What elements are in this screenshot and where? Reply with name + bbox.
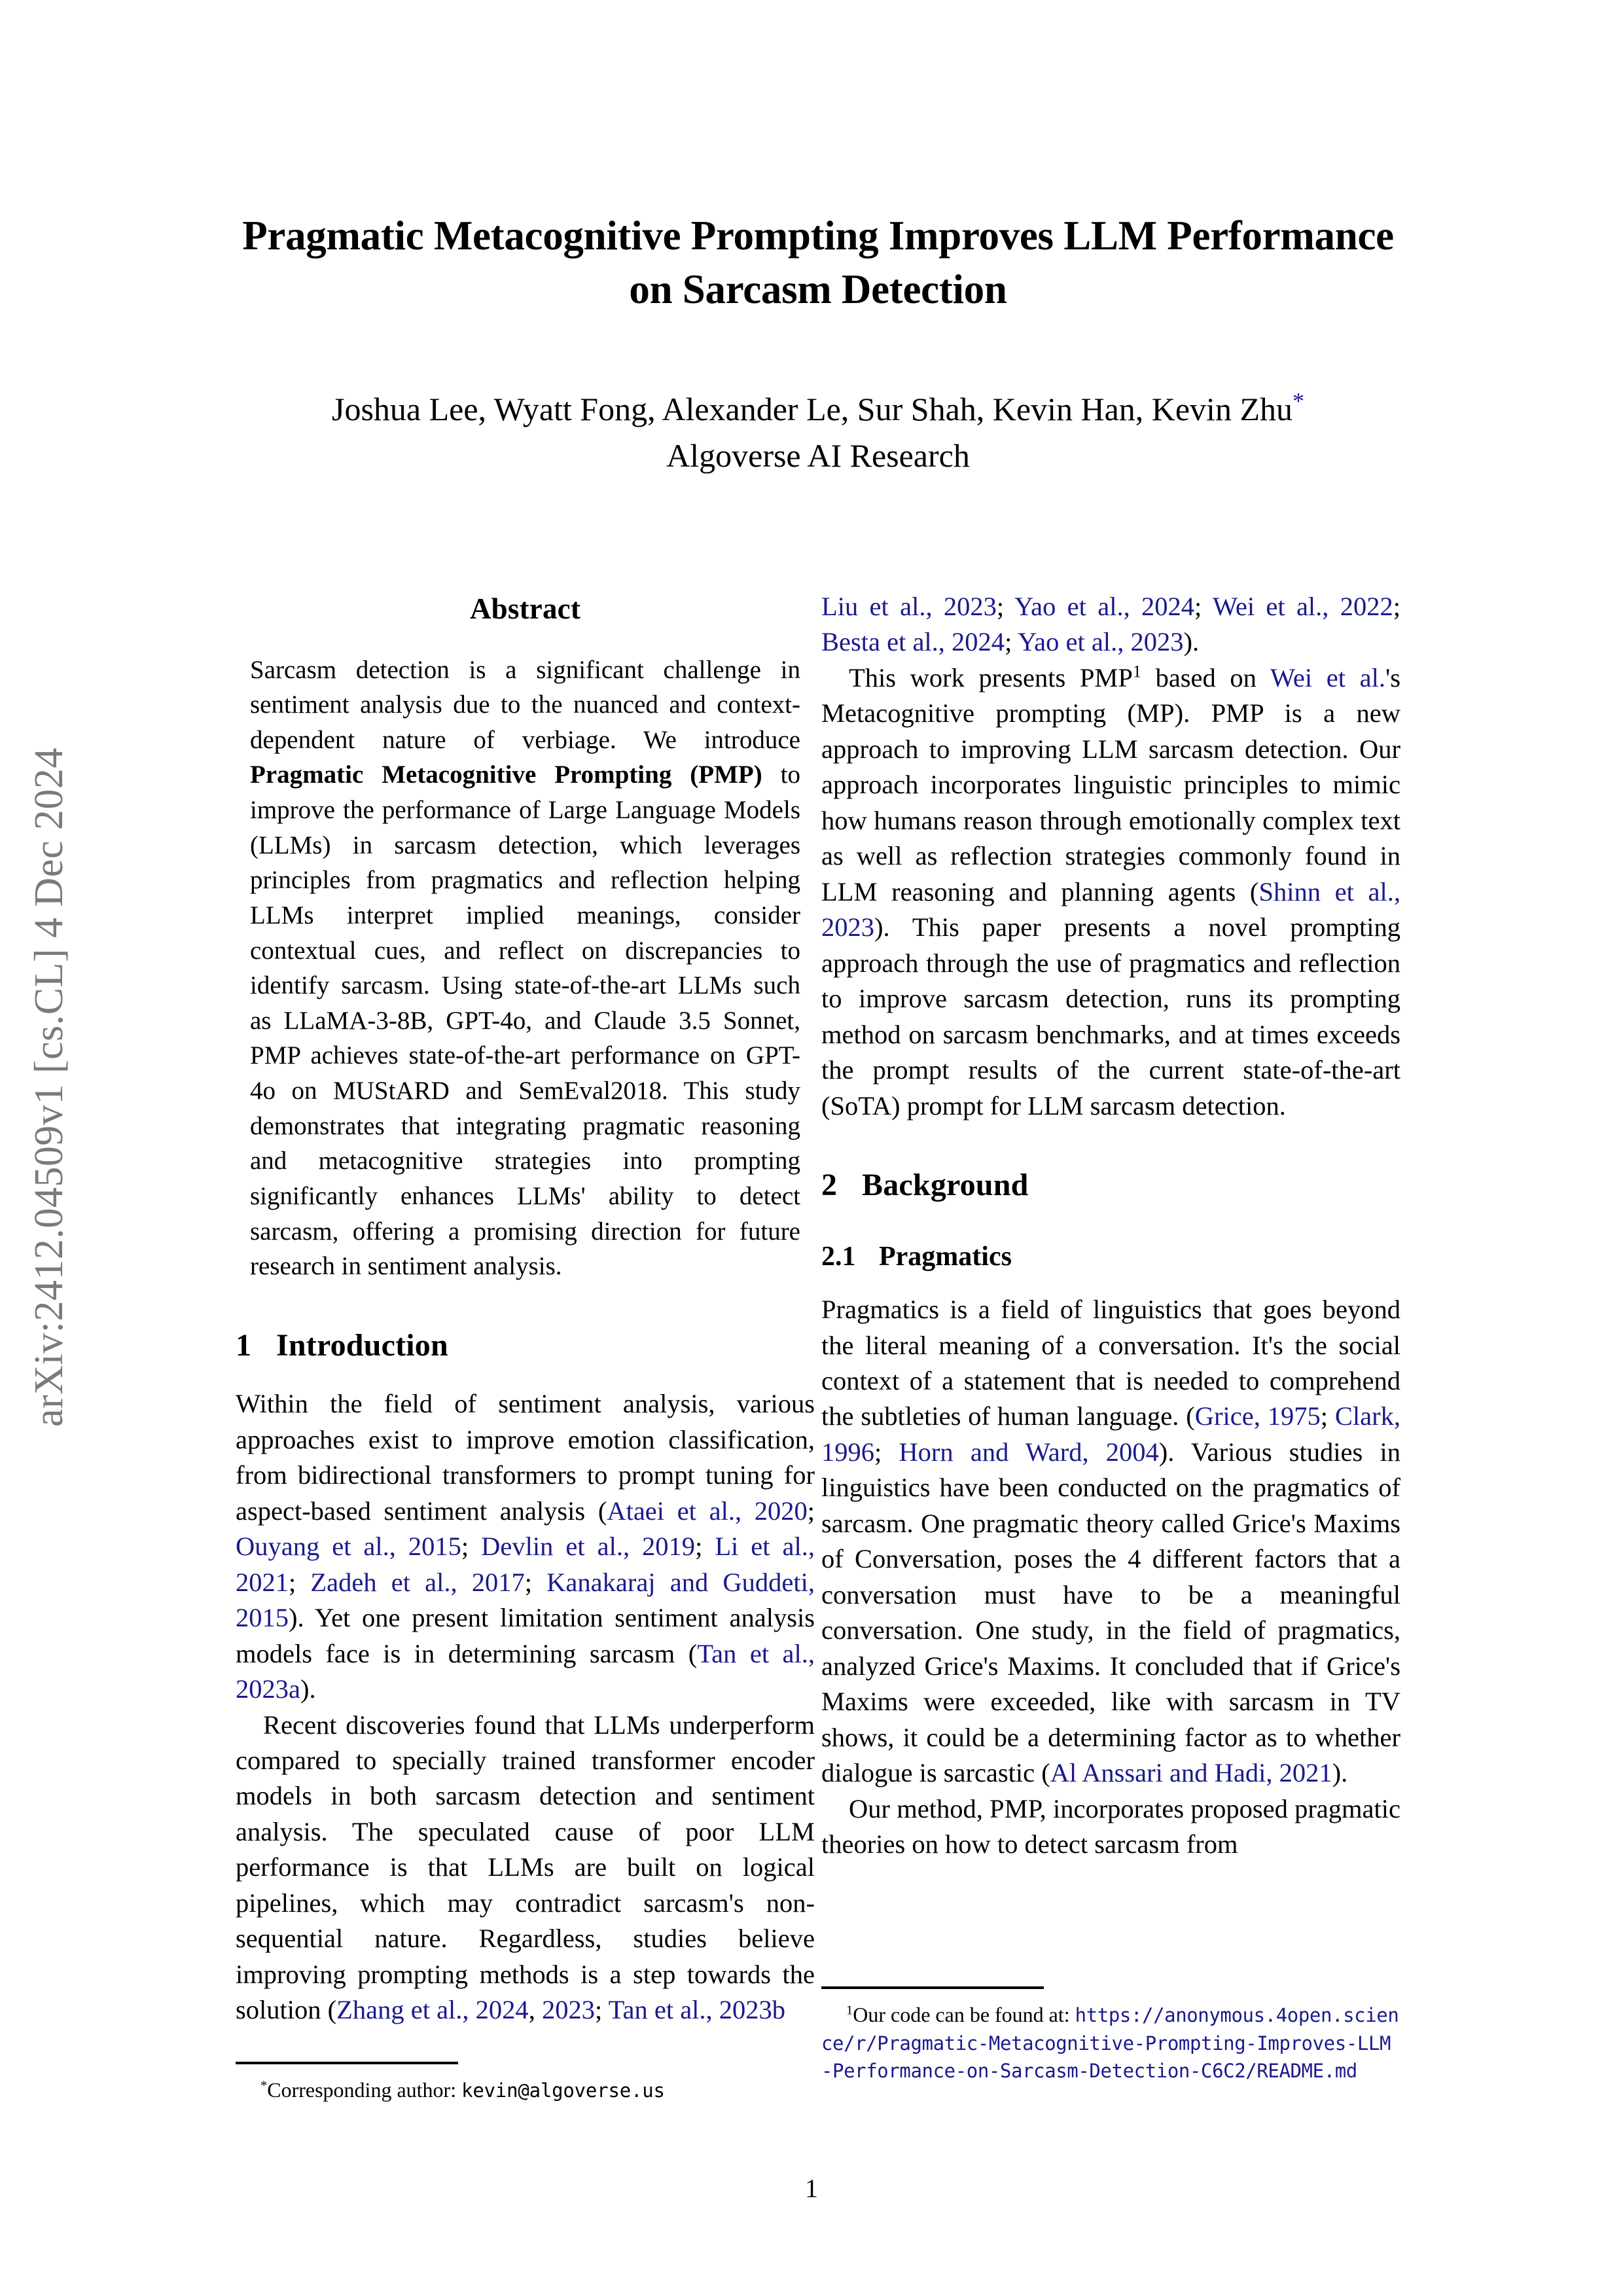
sep: ;: [524, 1567, 547, 1597]
abstract-heading: Abstract: [469, 592, 581, 625]
footnote-marker-one: 1: [846, 2003, 853, 2018]
sep: ,: [528, 1995, 542, 2025]
subsection-number-2-1: 2.1: [821, 1241, 856, 1272]
intro-p1-seg-c: ).: [300, 1674, 316, 1704]
footnote-right-label: Our code can be found at:: [853, 2003, 1075, 2026]
code-repository-url[interactable]: https://anonymous.4open.science/r/Pragmatic-Metacognitive-Prompting-Improves-LLM-Performance-on-Sarcasm-Detection-C6C2/README.md: [821, 2004, 1399, 2083]
intro-paragraph-1: [236, 1386, 815, 1707]
page-title: Pragmatic Metacognitive Prompting Improves LLM Performance on Sarcasm Detection: [242, 213, 1394, 312]
intro-p3-seg-b: based on: [1141, 662, 1270, 692]
citation-wei-2022[interactable]: Wei et al., 2022: [1212, 592, 1393, 621]
footnote-left-label: Corresponding author:: [267, 2078, 462, 2102]
citation-devlin-2019[interactable]: Devlin et al., 2019: [481, 1532, 696, 1562]
affiliation: Algoverse AI Research: [666, 437, 970, 474]
author-block: [236, 386, 1400, 479]
footnote-left: [236, 2062, 815, 2104]
subsection-title-pragmatics: Pragmatics: [879, 1241, 1012, 1272]
intro-p3-seg-d: ). This paper presents a novel prompting approach through the use of pragmatics and reflection to improve sarcasm detection, runs its prompting method on sarcasm benchmarks, and at times exceeds the prompt results of the current state-of-the-art (SoTA) prompt for LLM sarcasm detection.: [821, 912, 1400, 1121]
citation-yao-2024[interactable]: Yao et al., 2024: [1014, 592, 1195, 621]
intro-p1-seg-b: ). Yet one present limitation sentiment analysis models face is in determining sarcasm (: [236, 1603, 815, 1668]
sep: ;: [695, 1532, 715, 1562]
abstract-bold-pmp-full: Pragmatic Metacognitive Prompting: [250, 761, 672, 789]
citation-wei-et-al[interactable]: Wei et al.: [1270, 662, 1385, 692]
footnote-rule: [236, 2062, 458, 2064]
sep: ;: [1393, 592, 1400, 621]
abstract-text: [236, 653, 815, 1284]
section-heading-introduction: [236, 1325, 815, 1367]
citation-zhang-2023[interactable]: 2023: [541, 1995, 595, 2025]
pragmatics-paragraph-2: [821, 1791, 1400, 1863]
citation-li-2021[interactable]: Li et al., 2021: [236, 1532, 815, 1597]
abstract-seg-space: [671, 761, 690, 789]
footnote-corresponding-author: [236, 2076, 815, 2104]
section-title-background: Background: [862, 1168, 1029, 1203]
intro-paragraph-2-continued: [821, 589, 1400, 660]
sep: ;: [807, 1496, 815, 1526]
sep: ;: [594, 1995, 609, 2025]
left-column: [236, 589, 815, 2028]
prag-p1-seg-a: Pragmatics is a field of linguistics that goes beyond the literal meaning of a conversation. It's the social context of a statement that is needed to comprehend the subtleties of human language. (: [821, 1295, 1400, 1431]
sep: ;: [1194, 592, 1213, 621]
sep: ;: [289, 1567, 311, 1597]
intro-paragraph-3: [821, 660, 1400, 1124]
sep: ;: [874, 1437, 899, 1467]
author-names-text: Joshua Lee, Wyatt Fong, Alexander Le, Sur Shah, Kevin Han, Kevin Zhu: [332, 391, 1293, 427]
citation-besta-2024[interactable]: Besta et al., 2024: [821, 627, 1005, 657]
abstract-seg-2: to improve the performance of Large Language Models (LLMs) in sarcasm detection, which leverages principles from pragmatics and reflection helping LLMs interpret implied meanings, consider contextual cues, and reflect on discrepancies to identify sarcasm. Using state-of-the-art LLMs such as LLaMA-3-8B, GPT-4o, and Claude 3.5 Sonnet, PMP achieves state-of-the-art performance on GPT-4o on MUStARD and SemEval2018. This study demonstrates that integrating pragmatic reasoning and metacognitive strategies into prompting significantly enhances LLMs' ability to detect sarcasm, offering a promising direction for future research in sentiment analysis.: [250, 761, 801, 1281]
citation-liu-2023[interactable]: Liu et al., 2023: [821, 592, 997, 621]
title-block: [236, 209, 1400, 317]
corresponding-author-email[interactable]: kevin@algoverse.us: [461, 2079, 665, 2102]
citation-clark-1996[interactable]: Clark, 1996: [821, 1401, 1400, 1467]
footnote-right: [821, 1986, 1400, 2085]
section-number-1: 1: [236, 1327, 252, 1363]
abstract-seg-1: Sarcasm detection is a significant challenge in sentiment analysis due to the nuanced and context-dependent nature of verbiage. We introduce: [250, 655, 800, 754]
intro-p3-seg-a: This work presents PMP: [849, 662, 1133, 692]
sep: ;: [996, 592, 1014, 621]
intro-p2-end: ).: [1183, 627, 1200, 657]
citation-ataei-2020[interactable]: Ataei et al., 2020: [607, 1496, 808, 1526]
citation-ouyang-2015[interactable]: Ouyang et al., 2015: [236, 1532, 461, 1562]
section-title-introduction: Introduction: [276, 1327, 448, 1363]
pragmatics-paragraph-1: [821, 1292, 1400, 1791]
citation-zhang-2024[interactable]: Zhang et al., 2024: [336, 1995, 529, 2025]
right-column: [821, 589, 1400, 1863]
intro-p3-seg-c: 's Metacognitive prompting (MP). PMP is a new approach to improving LLM sarcasm detection. Our approach incorporates linguistic principles to mimic how humans reason through emotionally complex text as well as reflection strategies commonly found in LLM reasoning and planning agents (: [821, 662, 1401, 906]
citation-kanakaraj-2015[interactable]: Kanakaraj and Guddeti, 2015: [236, 1567, 815, 1633]
intro-paragraph-2: [236, 1708, 815, 2028]
sep: ;: [1320, 1401, 1335, 1431]
prag-p1-seg-c: ).: [1332, 1758, 1348, 1788]
citation-horn-ward-2004[interactable]: Horn and Ward, 2004: [899, 1437, 1159, 1467]
footnote-marker-1[interactable]: 1: [1132, 662, 1141, 681]
footnote-rule: [821, 1986, 1044, 1989]
intro-p2-seg-a: Recent discoveries found that LLMs underperform compared to specially trained transformer encoder models in both sarcasm detection and sentiment analysis. The speculated cause of poor LLM performance is that LLMs are built on logical pipelines, which may contradict sarcasm's non-sequential nature. Regardless, studies believe improving prompting methods is a step towards the solution (: [236, 1710, 815, 2025]
sep: ;: [461, 1532, 482, 1562]
section-heading-background: [821, 1164, 1400, 1207]
arxiv-stamp: arXiv:2412.04509v1 [cs.CL] 4 Dec 2024: [26, 747, 71, 1427]
footnote-marker-star: *: [260, 2078, 268, 2093]
citation-shinn-2023[interactable]: Shinn et al., 2023: [821, 876, 1401, 942]
footnote-code-link: [821, 2001, 1400, 2085]
abstract-bold-pmp-abbr: (PMP): [690, 761, 762, 789]
citation-tan-2023b[interactable]: Tan et al., 2023b: [608, 1995, 786, 2025]
sep: ;: [1005, 627, 1018, 657]
page-number: 1: [805, 2174, 818, 2203]
citation-grice-1975[interactable]: Grice, 1975: [1194, 1401, 1321, 1431]
author-names: [236, 386, 1400, 433]
corresponding-author-marker: *: [1293, 387, 1304, 414]
citation-al-anssari-2021[interactable]: Al Anssari and Hadi, 2021: [1050, 1758, 1332, 1788]
citation-tan-2023a[interactable]: Tan et al., 2023a: [236, 1638, 815, 1704]
intro-p1-seg-a: Within the field of sentiment analysis, various approaches exist to improve emotion classification, from bidirectional transformers to prompt tuning for aspect-based sentiment analysis (: [236, 1389, 815, 1526]
citation-zadeh-2017[interactable]: Zadeh et al., 2017: [310, 1567, 525, 1597]
section-number-2: 2: [821, 1168, 838, 1203]
citation-yao-2023[interactable]: Yao et al., 2023: [1017, 627, 1184, 657]
prag-p1-seg-b: ). Various studies in linguistics have been conducted on the pragmatics of sarcasm. One pragmatic theory called Grice's Maxims of Conversation, poses the 4 different factors that a conversation must have to be a meaningful conversation. One study, in the field of pragmatics, analyzed Grice's Maxims. It concluded that if Grice's Maxims were exceeded, like with sarcasm in TV shows, it could be a determining factor as to whether dialogue is sarcastic (: [821, 1437, 1400, 1788]
subsection-heading-pragmatics: [821, 1238, 1400, 1275]
prag-p2-seg-a: Our method, PMP, incorporates proposed pragmatic theories on how to detect sarcasm from: [821, 1793, 1400, 1859]
